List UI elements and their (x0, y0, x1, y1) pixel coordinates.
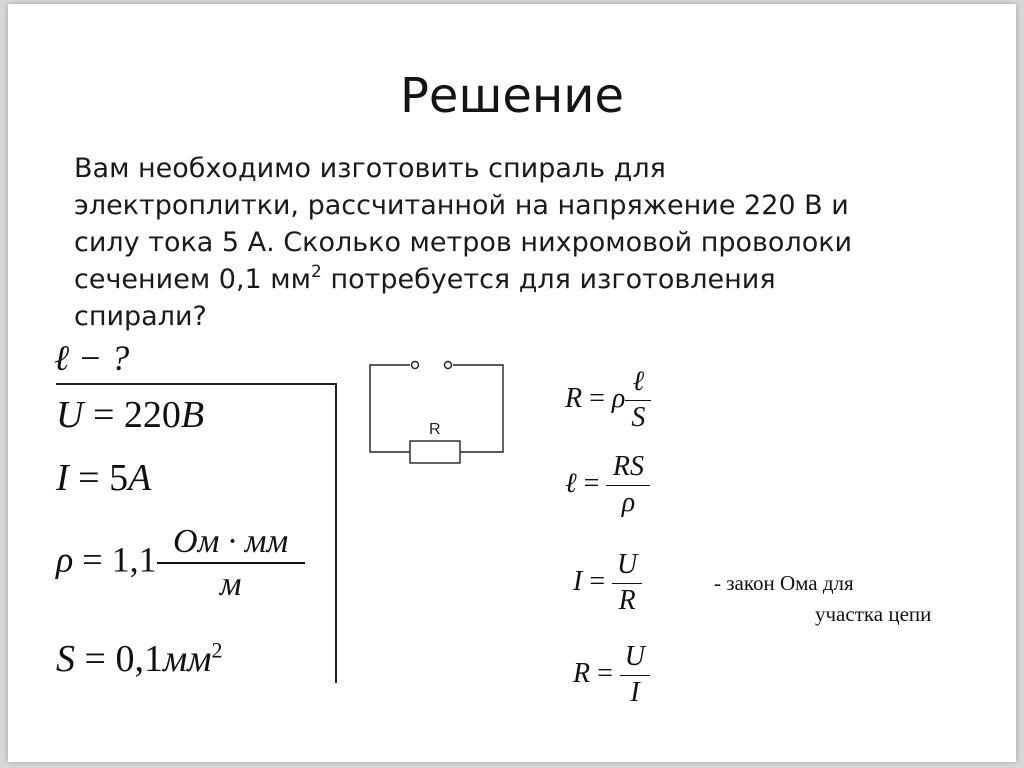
formula-ohms-law-resistance (573, 642, 650, 709)
formula-3-numerator: U (617, 549, 638, 580)
current-unit: A (128, 457, 152, 499)
voltage-unit: B (180, 394, 205, 436)
resistivity-unit-denominator: м (219, 566, 242, 604)
resistivity-symbol: ρ (56, 539, 74, 580)
formula-4-lhs: R (573, 657, 591, 689)
problem-line-4-superscript: 2 (311, 262, 322, 282)
problem-line-5: спирали? (74, 301, 207, 332)
resistivity-fraction-bar (157, 562, 305, 564)
circuit-left-wire (370, 365, 410, 452)
area-value: 0,1 (115, 638, 163, 680)
ohms-law-note-line-1: - закон Ома для (714, 571, 854, 595)
given-voltage (56, 393, 204, 437)
resistivity-unit-numerator: Ом · мм (173, 523, 289, 560)
resistor-label: R (429, 421, 441, 438)
circuit-diagram (360, 352, 520, 472)
area-equals: = (75, 638, 116, 680)
problem-line-4-end: потребуется для изготовления (321, 264, 776, 295)
formula-2-equals: = (576, 467, 607, 499)
voltage-value: 220 (123, 394, 181, 436)
slide-title: Решение (399, 68, 625, 124)
problem-line-4-start: сечением 0,1 мм (74, 264, 312, 295)
formula-2-fraction (606, 452, 650, 519)
formula-1-fraction (625, 367, 651, 434)
formula-3-fraction (612, 550, 642, 617)
area-unit: мм (162, 638, 212, 680)
formula-4-equals: = (590, 657, 620, 689)
resistor (410, 441, 460, 463)
formula-ohms-law-current (573, 550, 642, 617)
terminal-right (445, 362, 452, 369)
formula-1-rho: ρ (611, 382, 626, 414)
problem-line-2: электроплитки, рассчитанной на напряжение 220 В и (74, 190, 849, 221)
formula-2-lhs: ℓ (565, 467, 577, 499)
problem-line-3: силу тока 5 А. Сколько метров нихромовой проволоки (74, 227, 853, 258)
formula-2-denominator: ρ (621, 487, 636, 519)
formula-3-bar (612, 583, 642, 585)
given-vertical-divider (335, 383, 337, 683)
given-area (56, 637, 222, 681)
formula-length (565, 452, 650, 519)
problem-statement (74, 150, 994, 335)
resistivity-equals: = (73, 539, 112, 580)
resistivity-unit-fraction (157, 523, 305, 604)
formula-4-bar (620, 675, 650, 677)
formula-1-lhs: R (565, 382, 583, 414)
circuit-right-wire (453, 365, 503, 452)
formula-3-equals: = (582, 565, 613, 597)
formula-3-lhs: I (573, 565, 583, 597)
current-symbol: I (56, 457, 69, 499)
formula-resistance (565, 367, 651, 434)
resistivity-value: 1,1 (111, 539, 157, 580)
formula-4-denominator: I (630, 677, 640, 709)
voltage-equals: = (83, 394, 124, 436)
area-unit-superscript: 2 (211, 637, 223, 663)
formula-1-bar (625, 400, 651, 402)
formula-1-numerator: ℓ (632, 366, 645, 397)
area-symbol: S (56, 638, 75, 680)
given-separator (56, 383, 336, 385)
current-equals: = (68, 457, 110, 499)
formula-1-denominator: S (631, 402, 646, 434)
formula-1-equals: = (582, 382, 612, 414)
given-current (56, 456, 151, 500)
formula-2-numerator: RS (612, 451, 645, 482)
problem-line-4 (74, 261, 994, 298)
formula-3-denominator: R (618, 585, 636, 617)
formula-2-bar (606, 485, 650, 487)
problem-line-1: Вам необходимо изготовить спираль для (74, 153, 666, 184)
ohms-law-note-line-2: участка цепи (815, 602, 932, 626)
terminal-left (412, 362, 419, 369)
voltage-symbol: U (56, 394, 84, 436)
given-resistivity (56, 523, 305, 604)
current-value: 5 (109, 457, 129, 499)
formula-4-fraction (620, 642, 650, 709)
formula-4-numerator: U (624, 641, 646, 672)
given-unknown: ℓ − ? (54, 338, 130, 378)
